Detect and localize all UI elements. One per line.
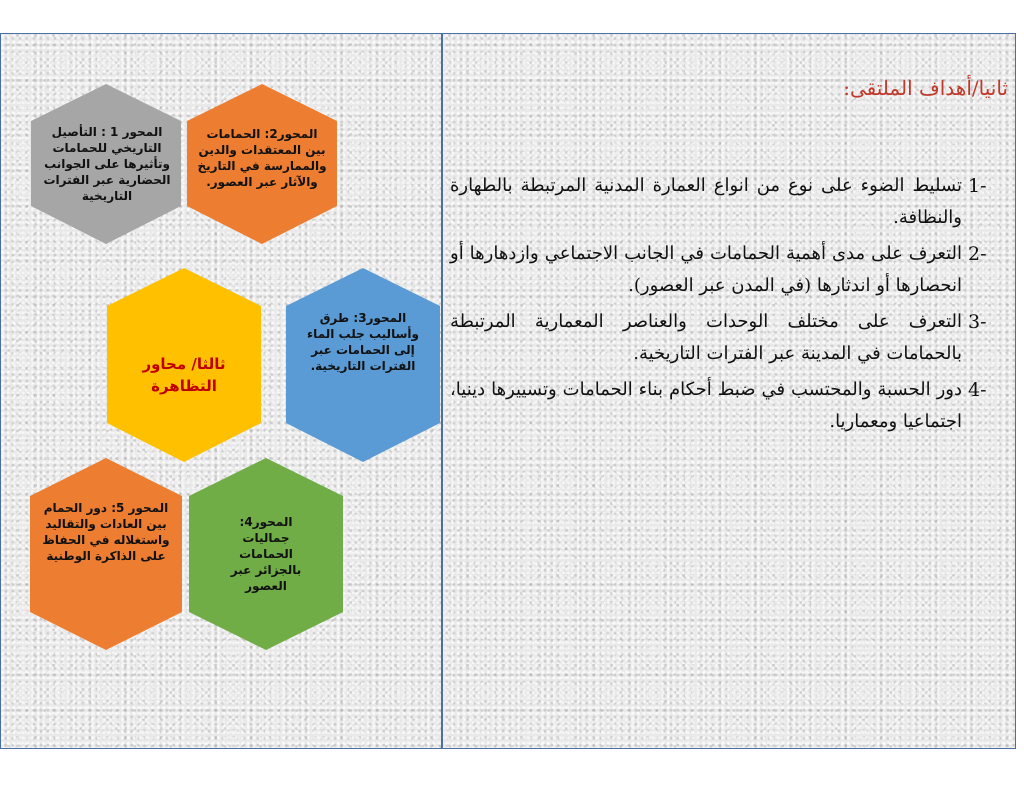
axis3-label: المحور3: طرق وأساليب جلب الماء إلى الحمامات عبر الفترات التاريخية. bbox=[307, 311, 419, 373]
objective-number: 4- bbox=[968, 379, 987, 401]
axis2-label: المحور2: الحمامات بين المعتقدات والدين والممارسة في التاريخ والآثار عبر العصور. bbox=[197, 127, 327, 189]
axes-hexagon-diagram bbox=[0, 0, 441, 791]
objective-text: التعرف على مختلف الوحدات والعناصر المعمارية المرتبطة بالحمامات في المدينة عبر الفترات التاريخية. bbox=[450, 311, 962, 364]
column-divider bbox=[441, 33, 443, 749]
objectives-heading: ثانيا/أهداف الملتقى: bbox=[843, 76, 1008, 100]
objective-text: تسليط الضوء على نوع من انواع العمارة المدنية المرتبطة بالطهارة والنظافة. bbox=[450, 175, 962, 228]
objective-item bbox=[450, 170, 1012, 234]
center-label: ثالثا/ محاور التظاهرة bbox=[142, 355, 226, 395]
objective-number: 1- bbox=[968, 175, 987, 197]
axis5-label: المحور 5: دور الحمام بين العادات والتقاليد واستغلاله في الحفاظ على الذاكرة الوطنية bbox=[42, 501, 170, 563]
objective-item bbox=[450, 238, 1012, 302]
objective-number: 3- bbox=[968, 311, 987, 333]
objective-text: دور الحسبة والمحتسب في ضبط أحكام بناء الحمامات وتسييرها دينيا، اجتماعيا ومعماريا. bbox=[450, 379, 962, 432]
objective-text: التعرف على مدى أهمية الحمامات في الجانب الاجتماعي وازدهارها أو انحصارها أو اندثارها (في المدن عبر العصور). bbox=[450, 243, 962, 296]
objective-number: 2- bbox=[968, 243, 987, 265]
objective-item bbox=[450, 374, 1012, 438]
axis4-label: المحور4: جماليات الحمامات بالجزائر عبر العصور bbox=[230, 515, 302, 593]
axis1-label: المحور 1 : التأصيل التاريخي للحمامات وتأثيرها على الجوانب الحضارية عبر الفترات التاريخية bbox=[43, 125, 171, 203]
objective-item bbox=[450, 306, 1012, 370]
objectives-list bbox=[450, 170, 1012, 442]
